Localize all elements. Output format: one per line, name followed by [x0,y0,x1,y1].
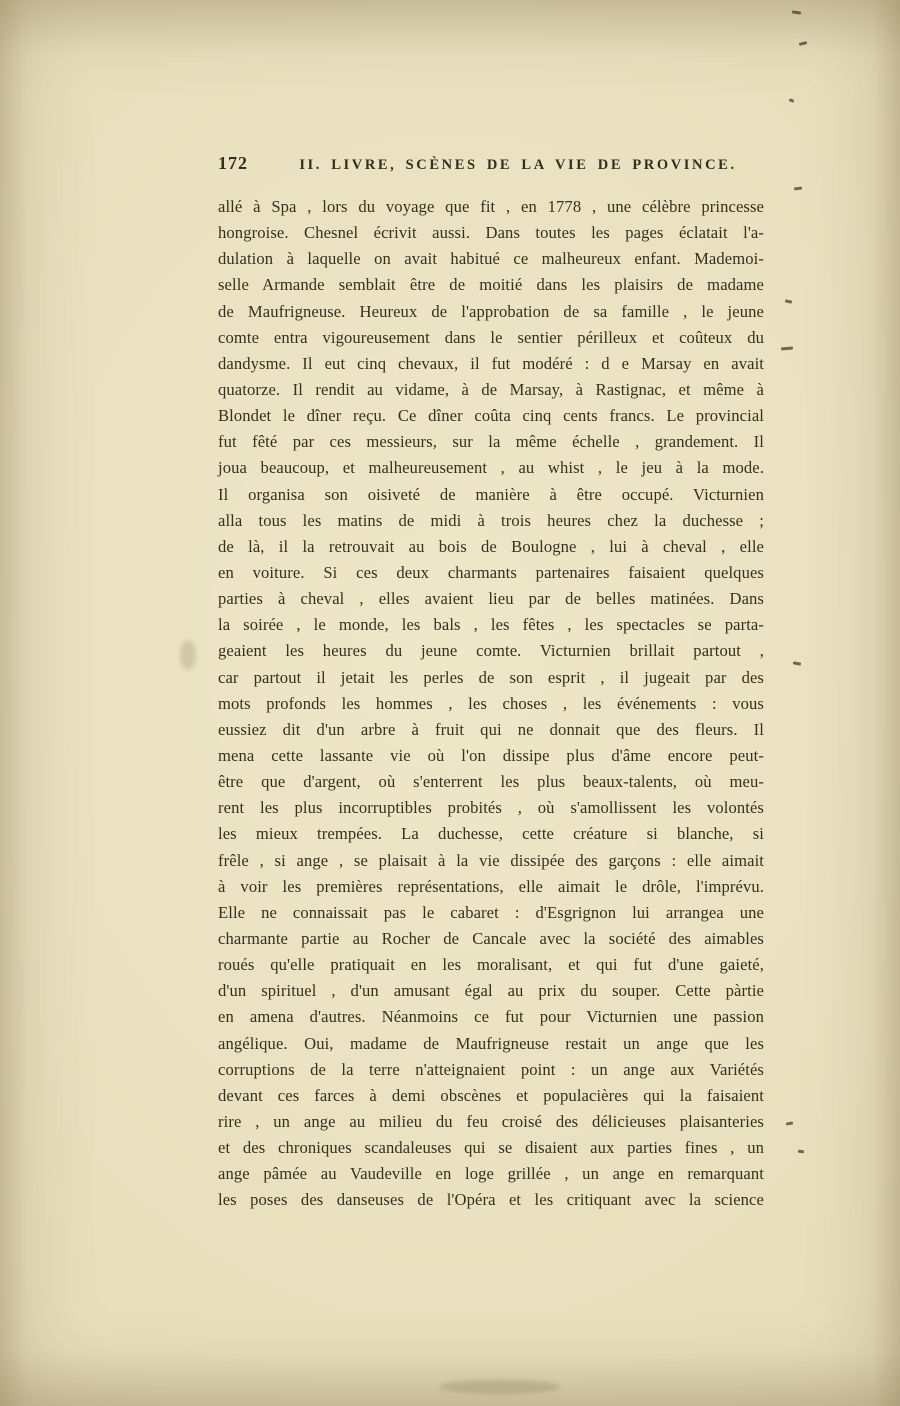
text-line: angélique. Oui, madame de Maufrigneuse restait un ange que les [218,1033,764,1053]
text-line: charmante partie au Rocher de Cancale avec la société des aimables [218,928,764,948]
text-line: selle Armande semblait être de moitié dans les plaisirs de madame [218,275,764,295]
page-header [218,153,764,174]
text-line: hongroise. Chesnel écrivit aussi. Dans toutes les pages éclatait l'a- [218,223,764,243]
text-line: frêle , si ange , se plaisait à la vie dissipée des garçons : elle aimait [218,850,764,870]
text-line: Blondet le dîner reçu. Ce dîner coûta cinq cents francs. Le provincial [218,406,764,426]
scan-artifact [789,98,795,103]
text-line: joua beaucoup, et malheureusement , au whist , le jeu à la mode. [218,458,764,478]
text-line: mots profonds les hommes , les choses , les événements : vous [218,693,764,713]
scan-artifact [799,41,807,46]
scan-artifact [785,299,792,303]
text-line: allé à Spa , lors du voyage que fit , en 1778 , une célèbre princesse [218,197,764,216]
body-text [218,194,764,1213]
text-line: eussiez dit d'un arbre à fruit qui ne donnait que des fleurs. Il [218,719,764,739]
scan-artifact [792,10,801,14]
scan-artifact [794,187,802,191]
text-line: en amena d'autres. Néanmoins ce fut pour Victurnien une passion [218,1007,764,1027]
running-title: II. LIVRE, SCÈNES DE LA VIE DE PROVINCE. [299,157,737,173]
text-line: mena cette lassante vie où l'on dissipe plus d'âme encore peut- [218,745,764,765]
text-line: dulation à laquelle on avait habitué ce malheureux enfant. Mademoi- [218,249,764,269]
text-line: en voiture. Si ces deux charmants partenaires faisaient quelques [218,562,764,582]
text-line: de là, il la retrouvait au bois de Boulogne , lui à cheval , elle [218,536,764,556]
text-line: comte entra vigoureusement dans le sentier périlleux et coûteux du [218,327,764,347]
text-line: roués qu'elle pratiquait en les moralisant, et qui fut d'une gaieté, [218,955,764,975]
text-line: quatorze. Il rendit au vidame, à de Marsay, à Rastignac, et même à [218,379,764,399]
text-line: Elle ne connaissait pas le cabaret : d'Esgrignon lui arrangea une [218,902,764,922]
text-line: et des chroniques scandaleuses qui se disaient aux parties fines , un [218,1138,764,1158]
text-line: d'un spirituel , d'un amusant égal au prix du souper. Cette pàrtie [218,981,764,1001]
text-line: corruptions de la terre n'atteignaient point : un ange aux Variétés [218,1059,764,1079]
text-line: Il organisa son oisiveté de manière à être occupé. Victurnien [218,484,764,504]
paper-smudge [180,640,196,670]
text-line: les mieux trempées. La duchesse, cette créature si blanche, si [218,824,764,844]
scan-artifact [781,347,793,351]
text-line: parties à cheval , elles avaient lieu par de belles matinées. Dans [218,589,764,609]
scan-artifact [798,1150,804,1154]
text-line: être que d'argent, où s'enterrent les plus beaux-talents, où meu- [218,772,764,792]
text-line: fut fêté par ces messieurs, sur la même échelle , grandement. Il [218,432,764,452]
text-line: rent les plus incorruptibles probités , où s'amollissent les volontés [218,798,764,818]
text-line: rire , un ange au milieu du feu croisé des délicieuses plaisanteries [218,1111,764,1131]
text-line: à voir les premières représentations, elle aimait le drôle, l'imprévu. [218,876,764,896]
text-line: ange pâmée au Vaudeville en loge grillée , un ange en remarquant [218,1164,764,1184]
text-line: dandysme. Il eut cinq chevaux, il fut modéré : d e Marsay en avait [218,353,764,373]
page-number: 172 [218,153,248,173]
text-line: les poses des danseuses de l'Opéra et les critiquant avec la science [218,1190,764,1210]
text-line: geaient les heures du jeune comte. Victurnien brillait partout , [218,641,764,661]
text-line: alla tous les matins de midi à trois heures chez la duchesse ; [218,510,764,530]
paper-smudge [440,1380,560,1394]
scan-artifact [786,1121,793,1125]
text-line: car partout il jetait les perles de son esprit , il jugeait par des [218,667,764,687]
text-line: devant ces farces à demi obscènes et populacières qui la faisaient [218,1085,764,1105]
scan-artifact [793,661,801,665]
text-line: la soirée , le monde, les bals , les fêtes , les spectacles se parta- [218,615,764,635]
text-line: de Maufrigneuse. Heureux de l'approbation de sa famille , le jeune [218,301,764,321]
